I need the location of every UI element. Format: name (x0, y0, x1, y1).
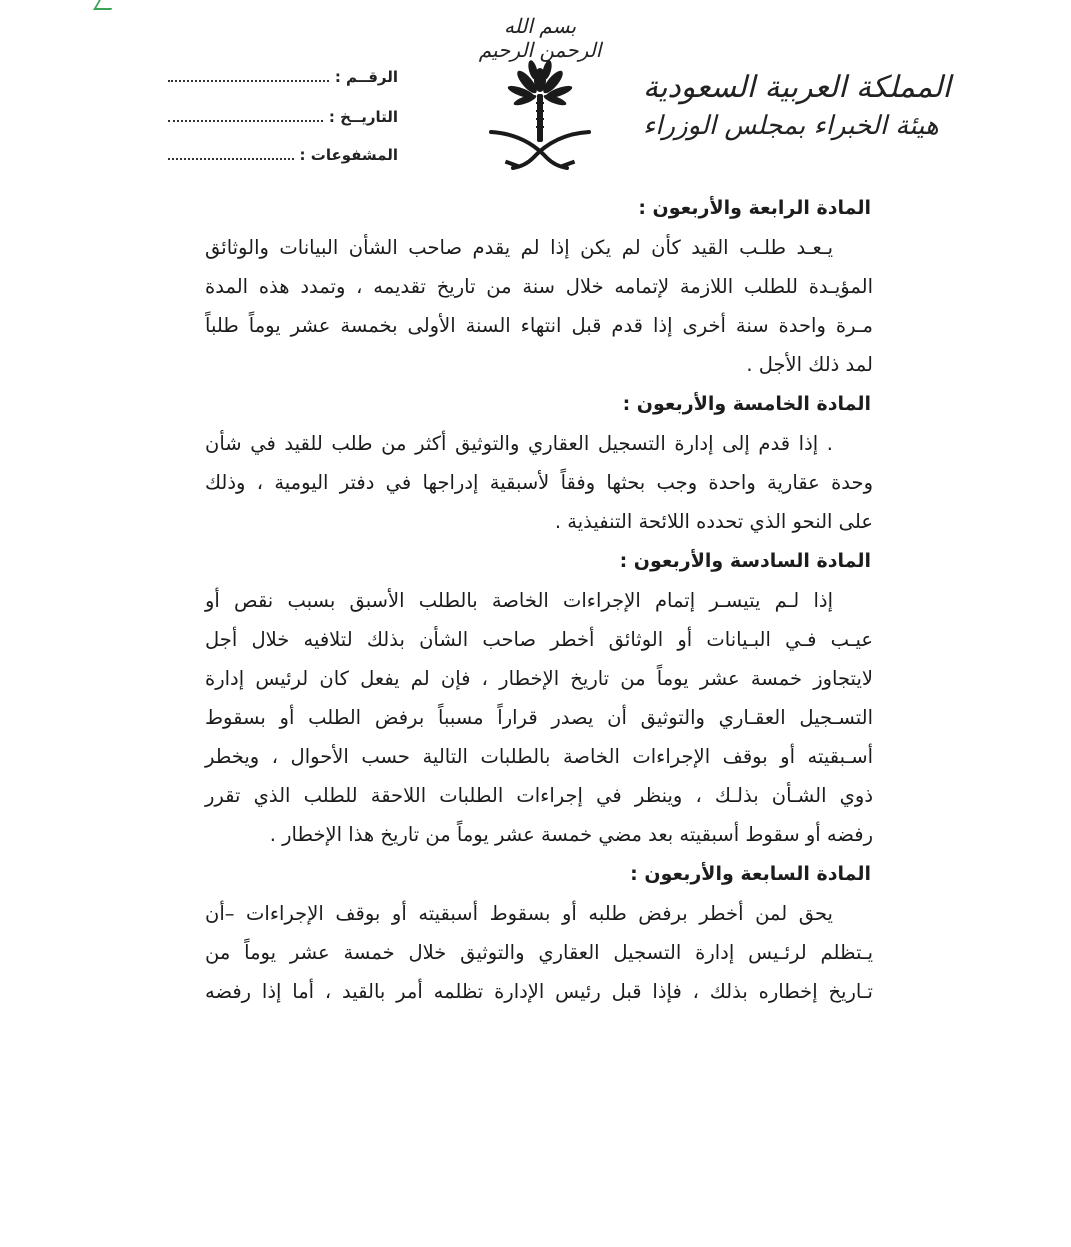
text-line: يـتظلم لرئـيس إدارة التسجيل العقاري والتوثيق خلال خمسة عشر يوماً من (205, 941, 873, 964)
text-line: أسـبقيته أو بوقف الإجراءات الخاصة بالطلبات التالية حسب الأحوال ، ويخطر (205, 745, 873, 768)
text-line: مـرة واحدة سنة أخرى إذا قدم قبل انتهاء السنة الأولى بخمسة عشر يوماً طلباً (205, 314, 873, 337)
text-line: لمد ذلك الأجل . (746, 353, 873, 376)
article-title: المادة الرابعة والأربعون : (638, 197, 871, 219)
text-line: يـعـد طلـب القيد كأن لم يكن إذا لم يقدم صاحب الشأن البيانات والوثائق (205, 236, 833, 259)
text-line: إذا لـم يتيسـر إتمام الإجراءات الخاصة بالطلب الأسبق بسبب نقص أو (205, 589, 833, 612)
text-line: وحدة عقارية واحدة وجب بحثها وفقاً لأسبقية إدراجها في دفتر اليومية ، وذلك (205, 471, 873, 494)
text-line: عيـب فـي البـيانات أو الوثائق أخطر صاحب الشأن بذلك لتلافيه خلال أجل (205, 628, 873, 651)
text-line: يحق لمن أخطر برفض طلبه أو بسقوط أسبقيته أو بوقف الإجراءات –أن (205, 902, 833, 925)
attachments-blank (168, 146, 294, 160)
text-line: المؤيـدة للطلب اللازمة لإتمامه خلال سنة من تاريخ تقديمه ، وتمدد هذه المدة (205, 275, 873, 298)
date-blank (168, 108, 323, 122)
attachments-field (168, 146, 398, 164)
reference-number-field (168, 68, 398, 86)
article-title: المادة السابعة والأربعون : (630, 863, 871, 885)
saudi-emblem-icon (485, 58, 595, 176)
article-text (205, 894, 873, 1011)
scan-mark (93, 0, 117, 10)
text-line: رفضه أو سقوط أسبقيته بعد مضي خمسة عشر يوماً من تاريخ هذا الإخطار . (269, 823, 873, 846)
text-line: . إذا قدم إلى إدارة التسجيل العقاري والتوثيق أكثر من طلب للقيد في شأن (205, 432, 833, 455)
document-body (205, 188, 873, 1011)
article-44 (205, 188, 873, 384)
article-title: المادة السادسة والأربعون : (619, 550, 871, 572)
basmala: بسم الله الرحمن الرحيم (478, 14, 602, 62)
text-line: لايتجاوز خمسة عشر يوماً من تاريخ الإخطار ، فإن لم يفعل كان لرئيس إدارة (205, 667, 873, 690)
article-text (205, 424, 873, 541)
text-line: التسـجيل العقـاري والتوثيق أن يصدر قراراً مسبباً برفض الطلب أو بسقوط (205, 706, 873, 729)
article-text (205, 228, 873, 384)
date-label: التاريــخ : (328, 108, 398, 126)
reference-number-label: الرقــم : (334, 68, 398, 86)
text-line: على النحو الذي تحدده اللائحة التنفيذية . (554, 510, 873, 533)
text-line: ذوي الشـأن بذلـك ، وينظر في إجراءات الطلبات اللاحقة للطلب الذي تقرر (205, 784, 873, 807)
attachments-label: المشفوعات : (299, 146, 398, 164)
reference-number-blank (168, 68, 329, 82)
text-line: تـاريخ إخطاره بذلك ، فإذا قبل رئيس الإدارة تظلمه أمر بالقيد ، أما إذا رفضه (205, 980, 873, 1003)
org-line-1: المملكة العربية السعودية (643, 70, 951, 105)
organization-name (643, 68, 951, 144)
date-field (168, 108, 398, 126)
article-title: المادة الخامسة والأربعون : (622, 393, 871, 415)
article-text (205, 581, 873, 854)
article-45 (205, 384, 873, 541)
article-46 (205, 541, 873, 854)
org-line-2: هيئة الخبراء بمجلس الوزراء (643, 111, 939, 141)
article-47 (205, 854, 873, 1011)
